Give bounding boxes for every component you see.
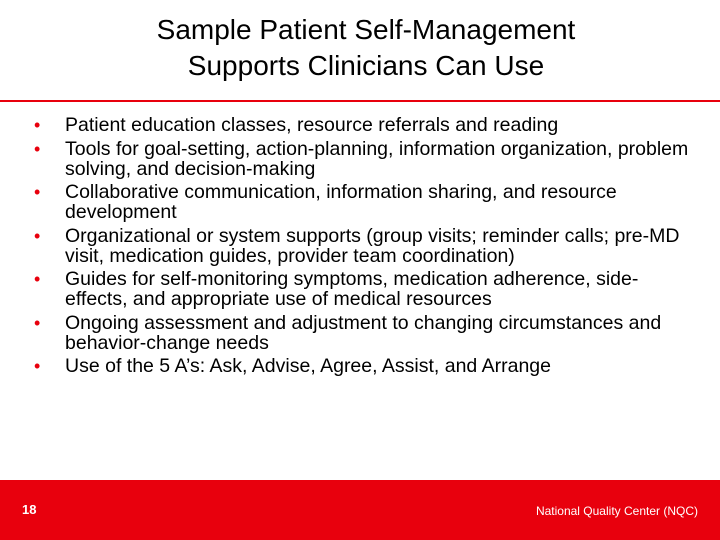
bullet-item [30, 115, 700, 135]
bullet-dot-icon: • [34, 115, 41, 135]
bullet-item [30, 182, 700, 222]
title-divider [0, 100, 720, 102]
bullet-item [30, 356, 700, 376]
bullet-dot-icon: • [34, 269, 41, 289]
bullet-text: Use of the 5 A’s: Ask, Advise, Agree, Assist, and Arrange [65, 355, 551, 377]
bullet-list [30, 115, 700, 380]
bullet-text: Ongoing assessment and adjustment to changing circumstances and behavior-change needs [65, 311, 662, 354]
slide-title-line-2: Supports Clinicians Can Use [187, 50, 545, 81]
bullet-text: Organizational or system supports (group visits; reminder calls; pre-MD visit, medication guides, provider team coordination) [65, 224, 680, 267]
bullet-dot-icon: • [34, 182, 41, 202]
slide-title [40, 12, 692, 84]
bullet-dot-icon: • [34, 225, 41, 246]
footer-bar [0, 480, 720, 540]
organization-name: National Quality Center (NQC) [535, 504, 698, 518]
slide-title-line-1: Sample Patient Self-Management [156, 14, 576, 45]
bullet-text: Guides for self-monitoring symptoms, medication adherence, side-effects, and appropriate use of medical resources [65, 268, 639, 310]
bullet-item [30, 139, 700, 179]
page-number: 18 [22, 502, 37, 517]
bullet-text: Collaborative communication, information sharing, and resource development [65, 181, 617, 223]
bullet-item [30, 269, 700, 309]
bullet-item [30, 313, 700, 353]
bullet-dot-icon: • [34, 138, 41, 159]
bullet-item [30, 226, 700, 266]
bullet-text: Patient education classes, resource referrals and reading [65, 114, 559, 136]
bullet-text: Tools for goal-setting, action-planning, information organization, problem solving, and decision-making [65, 137, 689, 180]
bullet-dot-icon: • [34, 312, 41, 333]
bullet-dot-icon: • [34, 356, 41, 376]
